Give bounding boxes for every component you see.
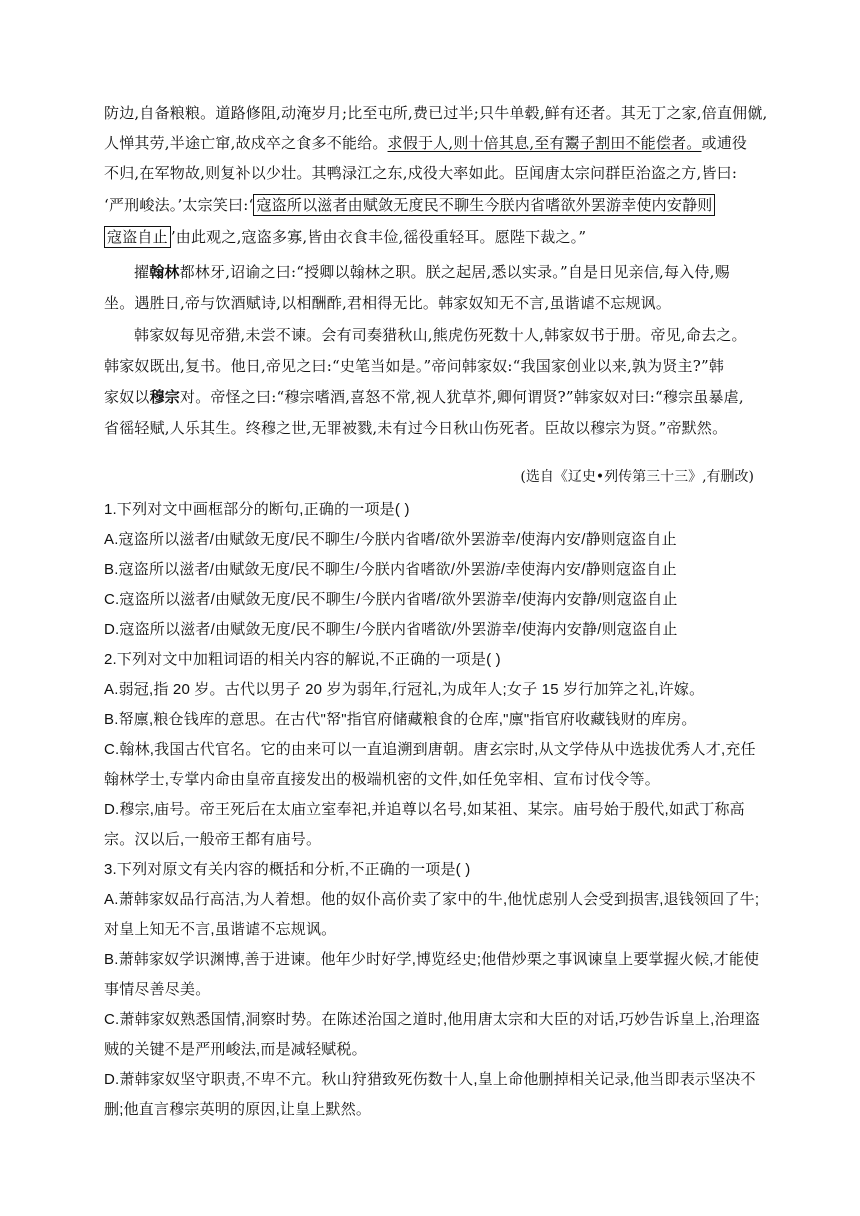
passage-line — [104, 133, 747, 153]
question-stem-1: 1.下列对文中画框部分的断句,正确的一项是( ) — [104, 501, 410, 518]
passage-text: 都林牙,诏谕之曰:“授卿以翰林之职。朕之起居,悉以实录。”自是日见亲信,每入侍,赐 — [179, 263, 730, 281]
passage-line: 防边,自备粮粮。道路修阻,动淹岁月;比至屯所,费已过半;只牛单毂,鲜有还者。其无丁之家,倍直佣僦, — [104, 104, 768, 122]
option-3a: A.萧韩家奴品行高洁,为人着想。他的奴仆高价卖了家中的牛,他忧虑别人会受到损害,退钱领回了牛; — [104, 891, 760, 908]
option-3c: C.萧韩家奴熟悉国情,洞察时势。在陈述治国之道时,他用唐太宗和大臣的对话,巧妙告诉皇上,治理盗 — [104, 1011, 761, 1028]
passage-line — [104, 387, 744, 407]
option-3d-cont: 删;他直言穆宗英明的原因,让皇上默然。 — [104, 1101, 372, 1118]
question-stem-3: 3.下列对原文有关内容的概括和分析,不正确的一项是( ) — [104, 861, 471, 878]
option-2c: C.翰林,我国古代官名。它的由来可以一直追溯到唐朝。唐玄宗时,从文学侍从中选拔优秀人才,充任 — [104, 741, 756, 758]
passage-line — [104, 195, 715, 215]
passage-line: 省徭轻赋,人乐其生。终穆之世,无罪被戮,未有过今日秋山伤死者。臣故以穆宗为贤。”帝默然。 — [104, 419, 728, 437]
option-3b: B.萧韩家奴学识渊博,善于进谏。他年少时好学,博览经史;他借炒栗之事讽谏皇上要掌握火候,才能使 — [104, 951, 760, 968]
option-2c-cont: 翰林学士,专掌内命由皇帝直接发出的极端机密的文件,如任免宰相、宣布讨伐令等。 — [104, 771, 660, 788]
option-3c-cont: 贼的关键不是严刑峻法,而是减轻赋税。 — [104, 1041, 367, 1058]
option-2d-cont: 宗。汉以后,一般帝王都有庙号。 — [104, 831, 322, 848]
passage-line: 韩家奴每见帝猎,未尝不谏。会有司奏猎秋山,熊虎伤死数十人,韩家奴书于册。帝见,命去之。 — [134, 326, 747, 344]
passage-source: (选自《辽史•列传第三十三》,有删改) — [520, 469, 754, 485]
option-3a-cont: 对皇上知无不言,虽谐谑不忘规讽。 — [104, 921, 337, 938]
option-3b-cont: 事情尽善尽美。 — [104, 981, 211, 998]
bold-term-hanlin: 翰林 — [149, 263, 180, 281]
option-1d: D.寇盗所以滋者/由赋敛无度/民不聊生/今朕内省嗜欲/外罢游幸/使海内安静/则寇盗自止 — [104, 621, 678, 638]
bold-term-muzong: 穆宗 — [149, 388, 181, 406]
underlined-sentence: 求假于人,则十倍其息,至有鬻子割田不能偿者。 — [387, 134, 702, 152]
passage-text: 擢 — [134, 263, 150, 281]
passage-text: 对。帝怪之曰:“穆宗嗜酒,喜怒不常,视人犹草芥,卿何谓贤?”韩家奴对曰:“穆宗虽暴虐, — [180, 388, 744, 406]
option-2d: D.穆宗,庙号。帝王死后在太庙立室奉祀,并追尊以名号,如某祖、某宗。庙号始于殷代,如武丁称高 — [104, 801, 745, 818]
question-stem-2: 2.下列对文中加粗词语的相关内容的解说,不正确的一项是( ) — [104, 651, 501, 668]
boxed-sentence-part1: 寇盗所以滋者由赋敛无度民不聊生今朕内省嗜欲外罢游幸使内安静则 — [253, 194, 715, 216]
passage-line: 坐。遇胜日,帝与饮酒赋诗,以相酬酢,君相得无比。韩家奴知无不言,虽谐谑不忘规讽。 — [104, 294, 672, 312]
passage-text: 家奴以 — [104, 388, 150, 406]
option-3d: D.萧韩家奴坚守职责,不卑不亢。秋山狩猎致死伤数十人,皇上命他删掉相关记录,他当即表示坚决不 — [104, 1071, 756, 1088]
passage-line — [134, 262, 730, 282]
option-2b: B.帑廪,粮仓钱库的意思。在古代"帑"指官府储藏粮食的仓库,"廪"指官府收藏钱财的库房。 — [104, 711, 697, 728]
passage-text: ’由此观之,寇盗多寡,皆由衣食丰俭,徭役重轻耳。愿陛下裁之。” — [170, 228, 587, 246]
passage-text: 或逋役 — [701, 134, 748, 152]
boxed-sentence-part2: 寇盗自止 — [104, 226, 171, 248]
option-1c: C.寇盗所以滋者/由赋敛无度/民不聊生/今朕内省嗜/欲外罢游幸/使海内安静/则寇盗自止 — [104, 591, 678, 608]
passage-line: 韩家奴既出,复书。他日,帝见之曰:“史笔当如是。”帝问韩家奴:“我国家创业以来,孰为贤主?”韩 — [104, 357, 725, 375]
option-2a: A.弱冠,指 20 岁。古代以男子 20 岁为弱年,行冠礼,为成年人;女子 15 岁行加笄之礼,许嫁。 — [104, 681, 705, 698]
passage-line: 不归,在军物故,则复补以少壮。其鸭渌江之东,戍役大率如此。臣闻唐太宗问群臣治盗之方,皆曰: — [104, 164, 738, 182]
passage-text: ‘严刑峻法。’太宗笑曰:‘ — [104, 196, 254, 214]
option-1b: B.寇盗所以滋者/由赋敛无度/民不聊生/今朕内省嗜欲/外罢游/幸使海内安/静则寇盗自止 — [104, 561, 677, 578]
option-1a: A.寇盗所以滋者/由赋敛无度/民不聊生/今朕内省嗜/欲外罢游幸/使海内安/静则寇盗自止 — [104, 531, 677, 548]
passage-line — [104, 227, 586, 247]
passage-text: 人惮其劳,半途亡窜,故戍卒之食多不能给。 — [104, 134, 388, 152]
